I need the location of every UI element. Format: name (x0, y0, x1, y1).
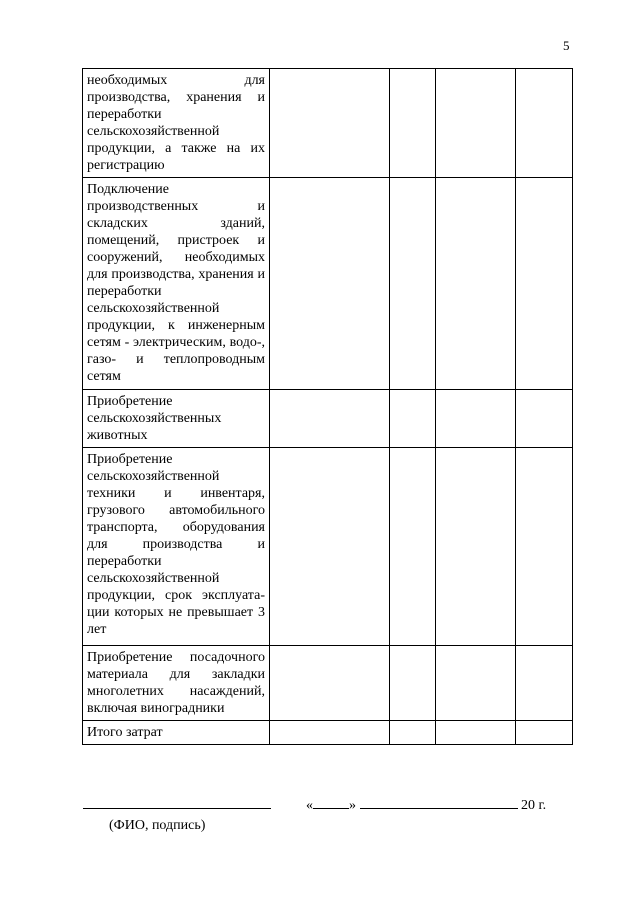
table-cell (390, 646, 436, 721)
table-row (83, 178, 573, 390)
date-close-quote: » (349, 798, 356, 813)
table-cell (436, 390, 516, 448)
date-year-suffix: 20 г. (521, 798, 547, 813)
table-cell (516, 448, 573, 646)
row-label: Приобретение сельскохозяйственных животных (83, 390, 270, 448)
signature-caption: (ФИО, подпись) (109, 818, 206, 833)
table-cell (390, 448, 436, 646)
row-label: Приобретение посадочного материала для закладки многолетних насаждений, включая виноградники (83, 646, 270, 721)
date-open-quote: « (306, 798, 313, 813)
table-cell (390, 69, 436, 178)
table-cell (516, 69, 573, 178)
date-field (306, 795, 546, 814)
table-row (83, 646, 573, 721)
signature-line (83, 808, 271, 809)
table-row (83, 390, 573, 448)
table-cell (516, 390, 573, 448)
table-cell (270, 69, 390, 178)
table-cell (270, 390, 390, 448)
table-cell (436, 448, 516, 646)
table-row-total (83, 721, 573, 745)
table-cell (390, 390, 436, 448)
table-cell (270, 178, 390, 390)
row-label: необходимых для производства, хранения и переработки сельскохозяйственной продукции, а также на их регистрацию (83, 69, 270, 178)
expense-table (82, 68, 573, 745)
table-cell (270, 448, 390, 646)
row-label: Приобретение сельскохозяйственной техники и инвентаря, грузового автомобильного транспорта, оборудования для производства и переработки сельскохозяйственной продукции, срок эксплуатации которых не превышает 3 лет (83, 448, 270, 646)
table-row (83, 448, 573, 646)
table-cell (436, 178, 516, 390)
table-cell (270, 721, 390, 745)
table-cell (516, 646, 573, 721)
table-cell (436, 646, 516, 721)
table-cell (516, 178, 573, 390)
table-cell (436, 69, 516, 178)
table-cell (436, 721, 516, 745)
date-day-blank (313, 795, 349, 809)
table-cell (390, 178, 436, 390)
row-label-total: Итого затрат (83, 721, 270, 745)
table-cell (390, 721, 436, 745)
date-month-blank (360, 795, 518, 809)
table-cell (516, 721, 573, 745)
table-row (83, 69, 573, 178)
table-cell (270, 646, 390, 721)
page-number: 5 (563, 38, 570, 53)
row-label: Подключение производственных и складских зданий, помещений, пристроек и сооружений, необходимых для производства, хранения и переработки сельскохозяйственной продукции, к инженерным сетям - электрическим, водо-, газо- и теплопроводным сетям (83, 178, 270, 390)
